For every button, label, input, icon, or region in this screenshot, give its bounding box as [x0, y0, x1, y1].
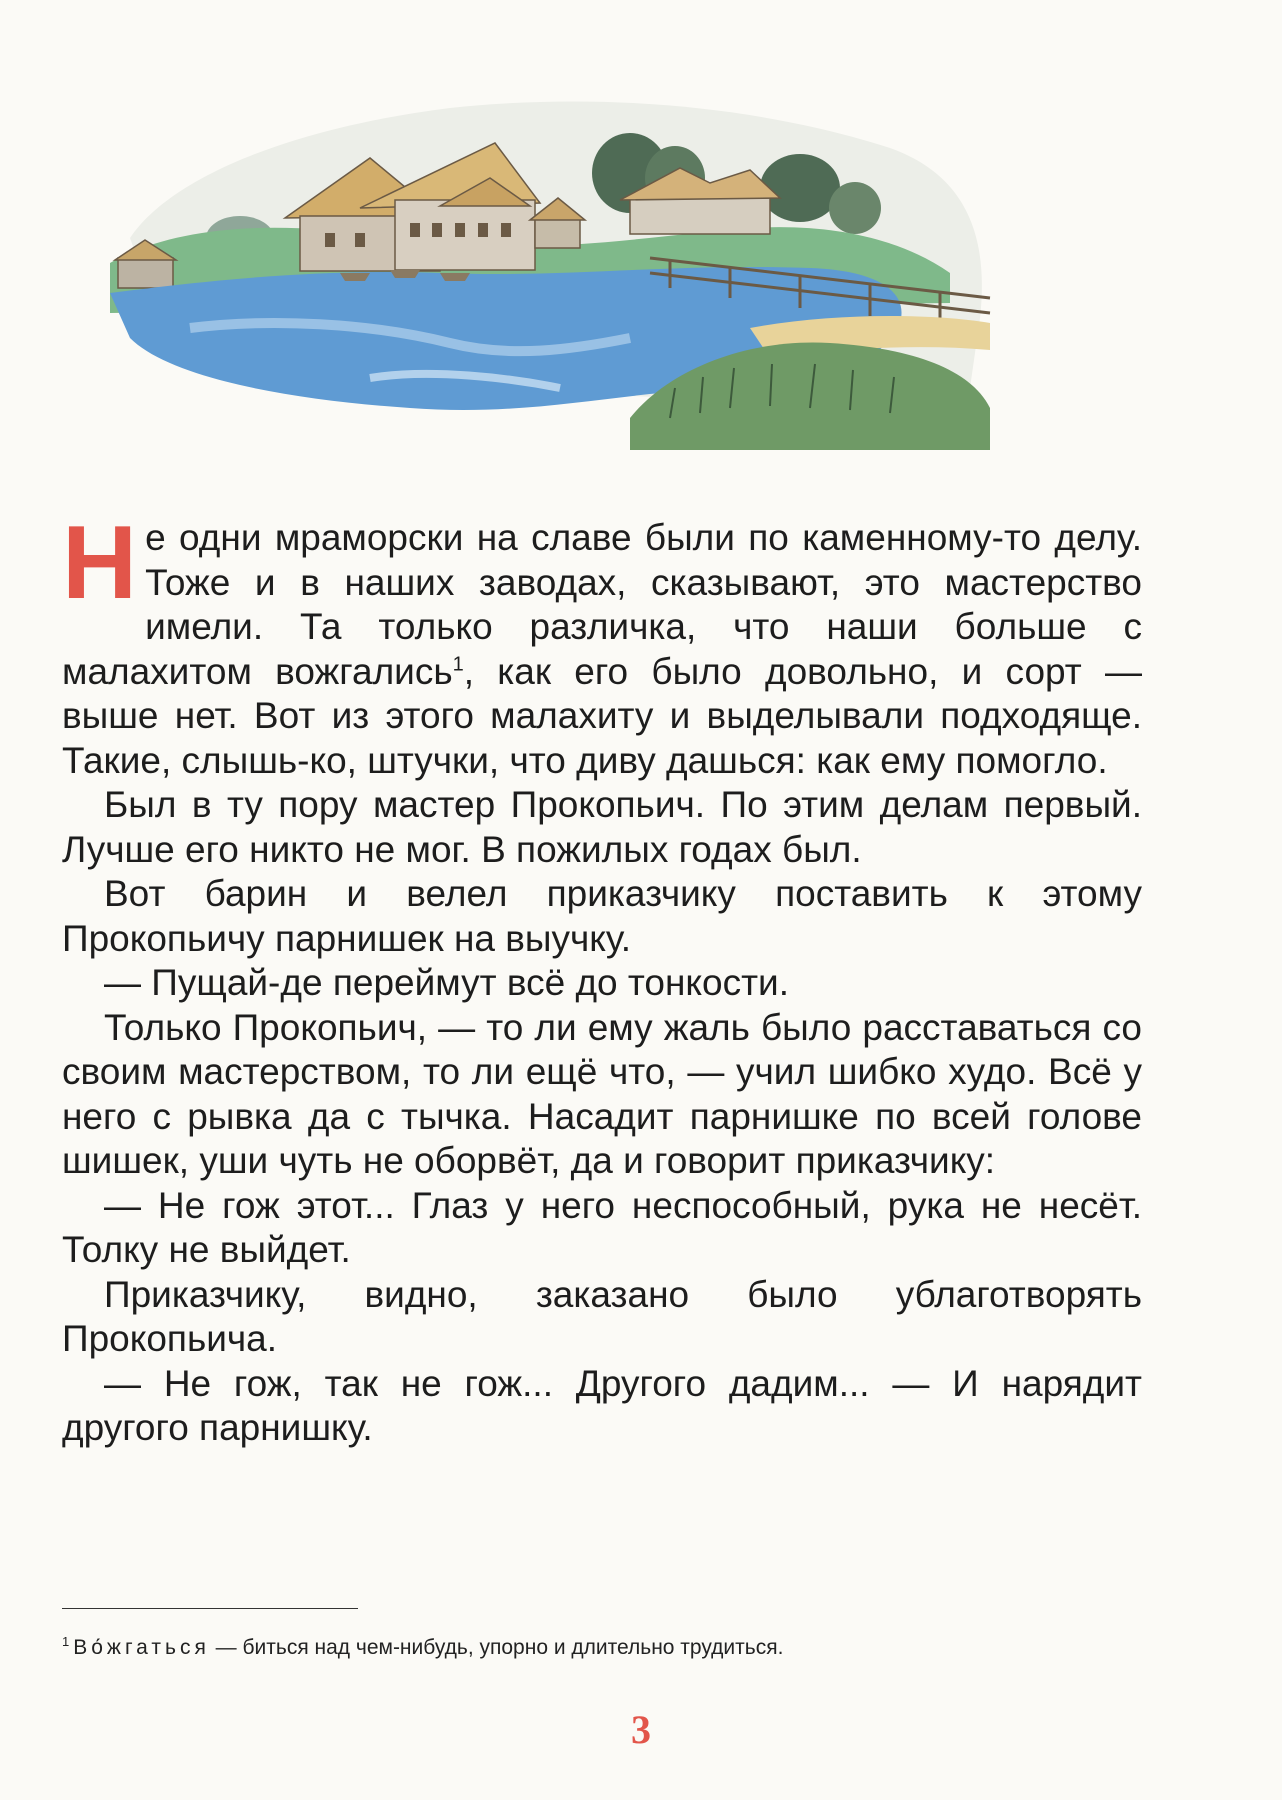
footnote-term: Во́жгаться — [73, 1636, 210, 1659]
paragraph-2: Был в ту пору мастер Прокопьич. По этим делам первый. Лучше его никто не мог. В пожилых годах был. — [62, 784, 1142, 870]
paragraph-5: Только Прокопьич, — то ли ему жаль было расставаться со своим мастерством, то ли ещё что, — учил шибко худо. Всё у него с рывка да с тычка. Насадит парнишке по всей голове шишек, уши чуть не оборвёт, да и говорит приказчику: — [62, 1006, 1142, 1181]
paragraph-6: — Не гож этот... Глаз у него неспособный, рука не несёт. Толку не выйдет. — [62, 1184, 1142, 1270]
footnote — [62, 1628, 1162, 1662]
footnote-mark: 1 — [62, 1634, 70, 1649]
paragraph-3: Вот барин и велел приказчику поставить к этому Прокопьичу парнишек на выучку. — [62, 873, 1142, 959]
footnote-definition: — биться над чем-нибудь, упорно и длительно трудиться. — [209, 1636, 784, 1659]
story-text — [62, 505, 1142, 1451]
drop-cap: Н — [62, 505, 138, 621]
paragraph-1 — [62, 505, 1142, 783]
village-river-bridge-illustration — [110, 88, 995, 450]
paragraph-8: — Не гож, так не гож... Другого дадим... — И нарядит другого парнишку. — [62, 1362, 1142, 1448]
paragraph-4: — Пущай-де переймут всё до тонкости. — [104, 962, 790, 1003]
footnote-divider — [62, 1608, 358, 1609]
paragraph-1-text-end: , как его было довольно, и сорт — выше нет. Вот из этого малахиту и выделывали подходяще. Такие, слышь-ко, штучки, что диву дашься: как ему помогло. — [62, 650, 1142, 781]
page-number: 3 — [631, 1707, 651, 1752]
paragraph-1-text: е одни мраморски на славе были по каменному-то делу. Тоже и в наших заводах, сказывают, это мастерство имели. Та только различка, что наши больше с малахитом вожгались — [62, 517, 1142, 692]
paragraph-7: Приказчику, видно, заказано было ублаготворять Прокопьича. — [62, 1273, 1142, 1359]
footnote-ref[interactable]: 1 — [452, 653, 464, 676]
